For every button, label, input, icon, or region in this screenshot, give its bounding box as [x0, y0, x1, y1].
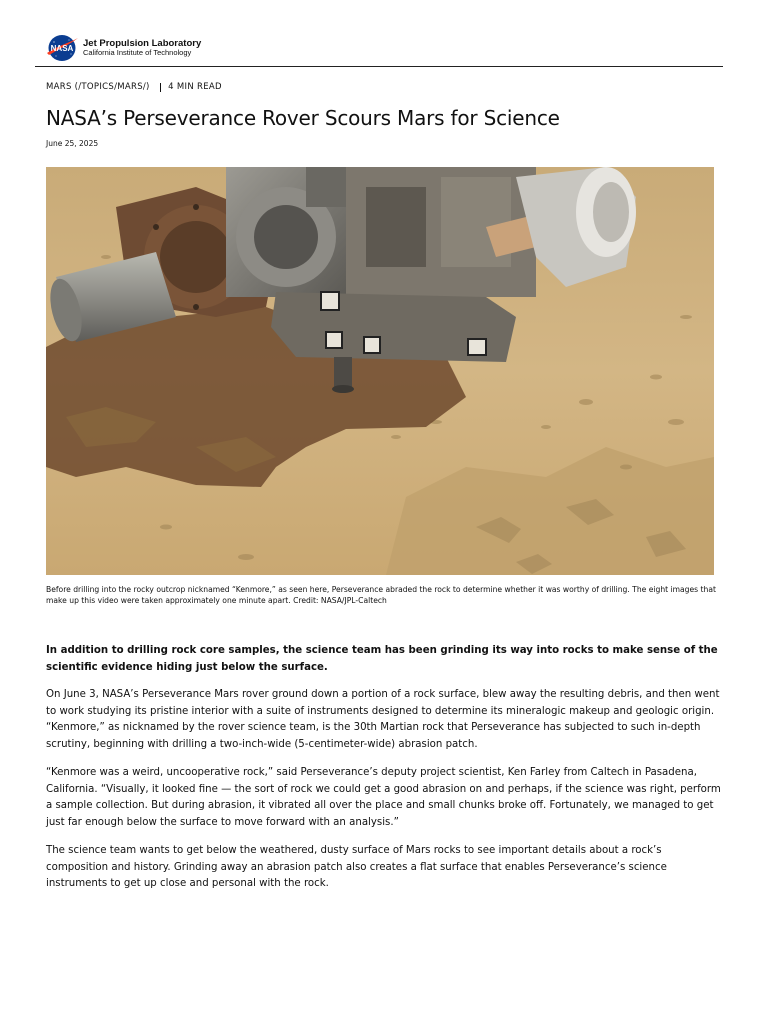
- hero-image[interactable]: [46, 167, 714, 575]
- rover-image-illustration: [46, 167, 714, 575]
- brand-name: Jet Propulsion Laboratory: [83, 38, 202, 50]
- page-title: NASA’s Perseverance Rover Scours Mars for Science: [46, 106, 560, 130]
- image-caption: Before drilling into the rocky outcrop nicknamed “Kenmore,” as seen here, Perseverance abraded the rock to determine whether it was worthy of drilling. The eight images that make up this video were taken approximately one minute apart. Credit: NASA/JPL-Caltech: [46, 585, 716, 605]
- publish-date: June 25, 2025: [46, 139, 99, 148]
- header-divider: [35, 66, 723, 67]
- article-body: [46, 643, 722, 905]
- body-paragraph: “Kenmore was a weird, uncooperative rock,” said Perseverance’s deputy project scientist, Ken Farley from Caltech in Pasadena, California. “Visually, it looked fine — the sort of rock we could get a good abrasion on and perhaps, if the science was right, perform a sample collection. But during abrasion, it vibrated all over the place and small chunks broke off. Fortunately, we managed to get just far enough below the surface to move forward with an analysis.”: [46, 767, 721, 828]
- nasa-logo-icon[interactable]: [45, 34, 79, 62]
- site-header: [45, 33, 201, 63]
- nasa-logo-wordmark: NASA: [50, 44, 74, 53]
- body-paragraph: The science team wants to get below the weathered, dusty surface of Mars rocks to see important details about a rock’s composition and history. Grinding away an abrasion patch also creates a flat surface that enables Perseverance’s science instruments to get up close and personal with the rock.: [46, 845, 667, 889]
- body-paragraph: On June 3, NASA’s Perseverance Mars rover ground down a portion of a rock surface, blew away the resulting debris, and then went to work studying its pristine interior with a suite of instruments designed to determine its mineralogic makeup and geologic origin. “Kenmore,” as nicknamed by the rover science team, is the 30th Martian rock that Perseverance has subjected to such in-depth scrutiny, beginning with drilling a two-inch-wide (5-centimeter-wide) abrasion patch.: [46, 689, 720, 750]
- meta-separator: [160, 83, 162, 92]
- lead-paragraph: In addition to drilling rock core samples, the science team has been grinding its way into rocks to make sense of the scientific evidence hiding just below the surface.: [46, 645, 718, 673]
- read-time: 4 MIN READ: [168, 82, 222, 92]
- brand-subtitle: California Institute of Technology: [83, 48, 192, 58]
- brand-block[interactable]: [83, 39, 201, 57]
- drill-bit: [334, 357, 352, 387]
- article-meta: [46, 82, 222, 92]
- topic-link[interactable]: MARS (/TOPICS/MARS/): [46, 82, 150, 92]
